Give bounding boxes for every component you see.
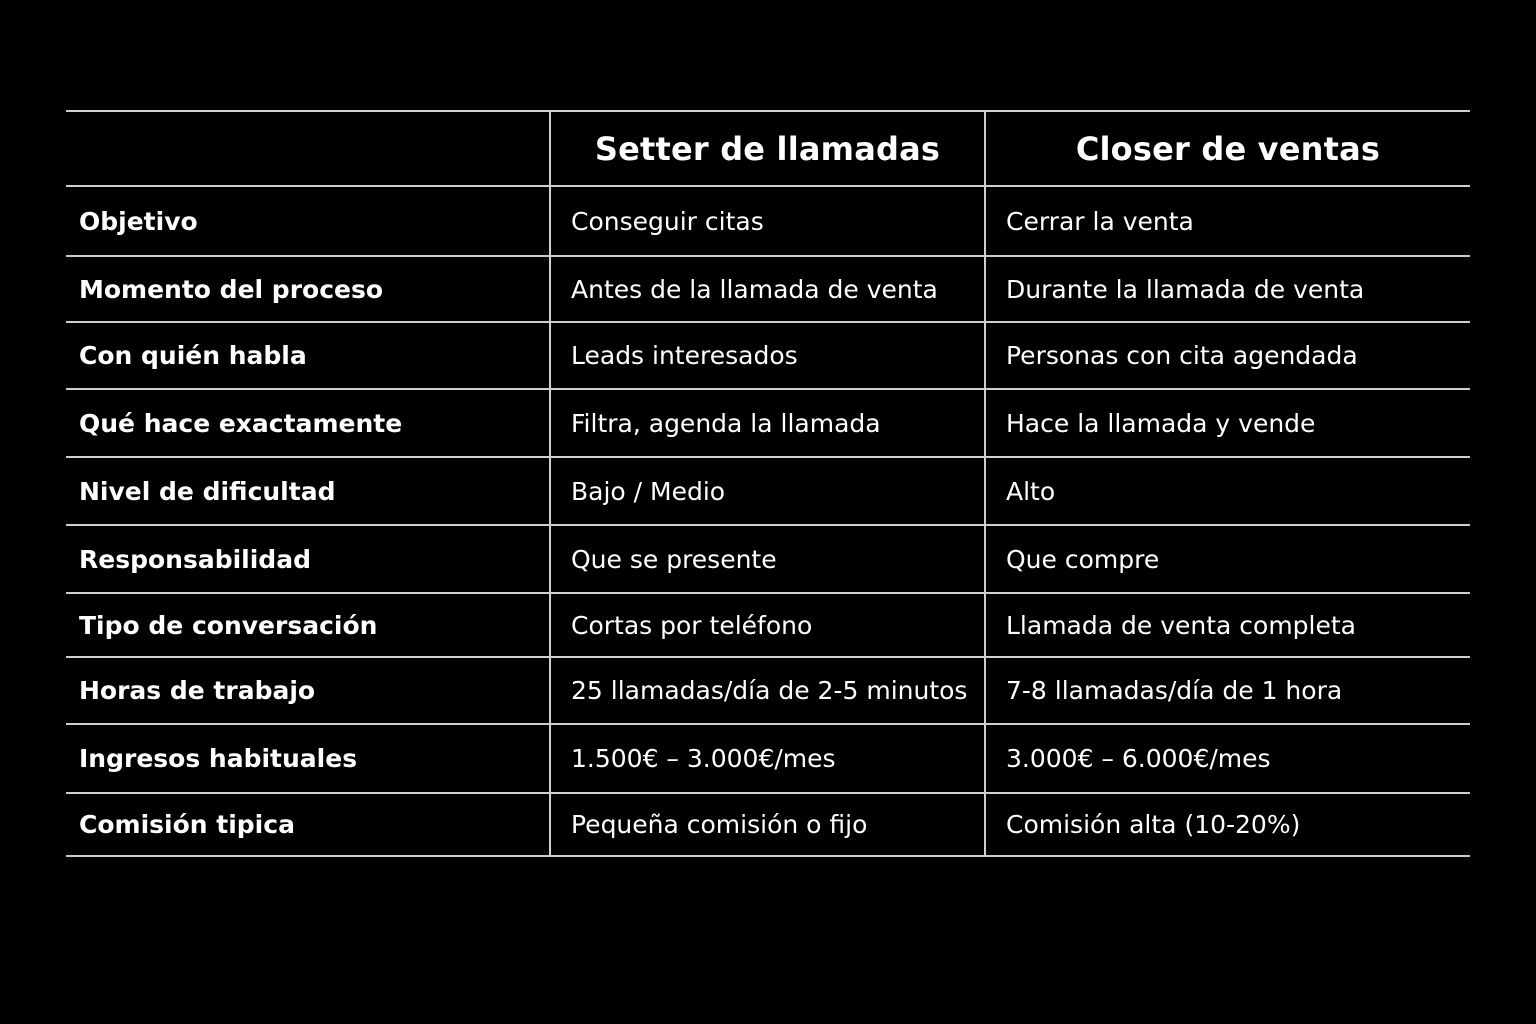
row-label: Qué hace exactamente [66,389,550,457]
table-row [66,256,1470,322]
setter-cell: Bajo / Medio [550,457,985,525]
table-row [66,593,1470,657]
row-label: Con quién habla [66,322,550,389]
setter-cell: Que se presente [550,525,985,593]
row-label: Momento del proceso [66,256,550,322]
row-label: Objetivo [66,186,550,256]
header-setter: Setter de llamadas [550,111,985,186]
table-row [66,724,1470,793]
row-label: Horas de trabajo [66,657,550,724]
setter-cell: Antes de la llamada de venta [550,256,985,322]
closer-cell: 7-8 llamadas/día de 1 hora [985,657,1470,724]
table-row [66,389,1470,457]
header-closer: Closer de ventas [985,111,1470,186]
row-label: Ingresos habituales [66,724,550,793]
table-row [66,322,1470,389]
comparison-table [66,110,1470,857]
setter-cell: Leads interesados [550,322,985,389]
closer-cell: Llamada de venta completa [985,593,1470,657]
closer-cell: Hace la llamada y vende [985,389,1470,457]
closer-cell: 3.000€ – 6.000€/mes [985,724,1470,793]
header-corner-cell [66,111,550,186]
row-label: Nivel de dificultad [66,457,550,525]
closer-cell: Cerrar la venta [985,186,1470,256]
table-row [66,457,1470,525]
table-row [66,525,1470,593]
closer-cell: Que compre [985,525,1470,593]
row-label: Comisión tipica [66,793,550,856]
setter-cell: 25 llamadas/día de 2-5 minutos [550,657,985,724]
closer-cell: Comisión alta (10-20%) [985,793,1470,856]
comparison-table-container [66,110,1470,857]
setter-cell: Cortas por teléfono [550,593,985,657]
row-label: Tipo de conversación [66,593,550,657]
setter-cell: Filtra, agenda la llamada [550,389,985,457]
header-row [66,111,1470,186]
setter-cell: Pequeña comisión o fijo [550,793,985,856]
table-row [66,793,1470,856]
setter-cell: 1.500€ – 3.000€/mes [550,724,985,793]
setter-cell: Conseguir citas [550,186,985,256]
closer-cell: Personas con cita agendada [985,322,1470,389]
table-row [66,657,1470,724]
row-label: Responsabilidad [66,525,550,593]
closer-cell: Alto [985,457,1470,525]
closer-cell: Durante la llamada de venta [985,256,1470,322]
table-row [66,186,1470,256]
